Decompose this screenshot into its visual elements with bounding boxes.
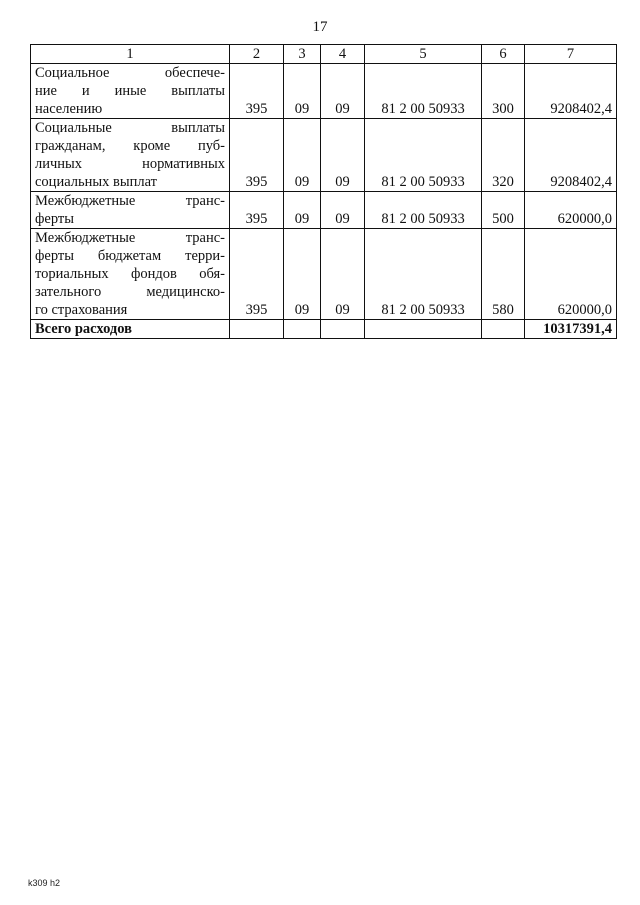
row-name-line: социальных выплат — [35, 174, 157, 190]
column-header: 3 — [284, 45, 321, 64]
table-row — [31, 119, 617, 192]
total-amount: 10317391,4 — [525, 320, 617, 339]
row-name-line: Межбюджетные транс- — [35, 230, 225, 246]
row-name-line: гражданам, кроме пуб- — [35, 138, 225, 154]
row-name-line: ферты — [35, 211, 74, 227]
amount-cell: 620000,0 — [525, 192, 617, 229]
table-row — [31, 229, 617, 320]
table-header-row — [31, 45, 617, 64]
row-name-line: ториальных фондов обя- — [35, 266, 225, 282]
expense-type-cell: 500 — [482, 192, 525, 229]
total-row — [31, 320, 617, 339]
column-header: 5 — [365, 45, 482, 64]
section-cell: 09 — [284, 119, 321, 192]
subsection-cell: 09 — [321, 229, 365, 320]
row-name-line: личных нормативных — [35, 156, 225, 172]
ministry-code-cell: 395 — [230, 229, 284, 320]
row-name-line: зательного медицинско- — [35, 284, 225, 300]
row-name-line: населению — [35, 101, 103, 117]
section-cell: 09 — [284, 64, 321, 119]
empty-cell — [284, 320, 321, 339]
row-name-cell — [31, 64, 230, 119]
expense-type-cell: 580 — [482, 229, 525, 320]
target-article-cell: 81 2 00 50933 — [365, 119, 482, 192]
row-name-line: ферты бюджетам терри- — [35, 248, 225, 264]
empty-cell — [482, 320, 525, 339]
row-name-line: Социальные выплаты — [35, 120, 225, 136]
target-article-cell: 81 2 00 50933 — [365, 192, 482, 229]
footer-code: k309 h2 — [28, 878, 61, 888]
ministry-code-cell: 395 — [230, 192, 284, 229]
empty-cell — [321, 320, 365, 339]
column-header: 1 — [31, 45, 230, 64]
section-cell: 09 — [284, 229, 321, 320]
budget-table — [30, 44, 617, 339]
expense-type-cell: 320 — [482, 119, 525, 192]
amount-cell: 9208402,4 — [525, 119, 617, 192]
row-name-line: ние и иные выплаты — [35, 83, 225, 99]
target-article-cell: 81 2 00 50933 — [365, 229, 482, 320]
column-header: 2 — [230, 45, 284, 64]
amount-cell: 9208402,4 — [525, 64, 617, 119]
subsection-cell: 09 — [321, 119, 365, 192]
page-number: 17 — [312, 19, 328, 35]
row-name-cell — [31, 119, 230, 192]
row-name-line: Межбюджетные транс- — [35, 193, 225, 209]
ministry-code-cell: 395 — [230, 64, 284, 119]
expense-type-cell: 300 — [482, 64, 525, 119]
subsection-cell: 09 — [321, 192, 365, 229]
empty-cell — [365, 320, 482, 339]
total-label: Всего расходов — [31, 320, 230, 339]
row-name-cell — [31, 229, 230, 320]
row-name-cell — [31, 192, 230, 229]
row-name-line: Социальное обеспече- — [35, 65, 225, 81]
column-header: 4 — [321, 45, 365, 64]
amount-cell: 620000,0 — [525, 229, 617, 320]
empty-cell — [230, 320, 284, 339]
target-article-cell: 81 2 00 50933 — [365, 64, 482, 119]
subsection-cell: 09 — [321, 64, 365, 119]
section-cell: 09 — [284, 192, 321, 229]
table-row — [31, 64, 617, 119]
column-header: 6 — [482, 45, 525, 64]
ministry-code-cell: 395 — [230, 119, 284, 192]
row-name-line: го страхования — [35, 302, 128, 318]
column-header: 7 — [525, 45, 617, 64]
table-row — [31, 192, 617, 229]
